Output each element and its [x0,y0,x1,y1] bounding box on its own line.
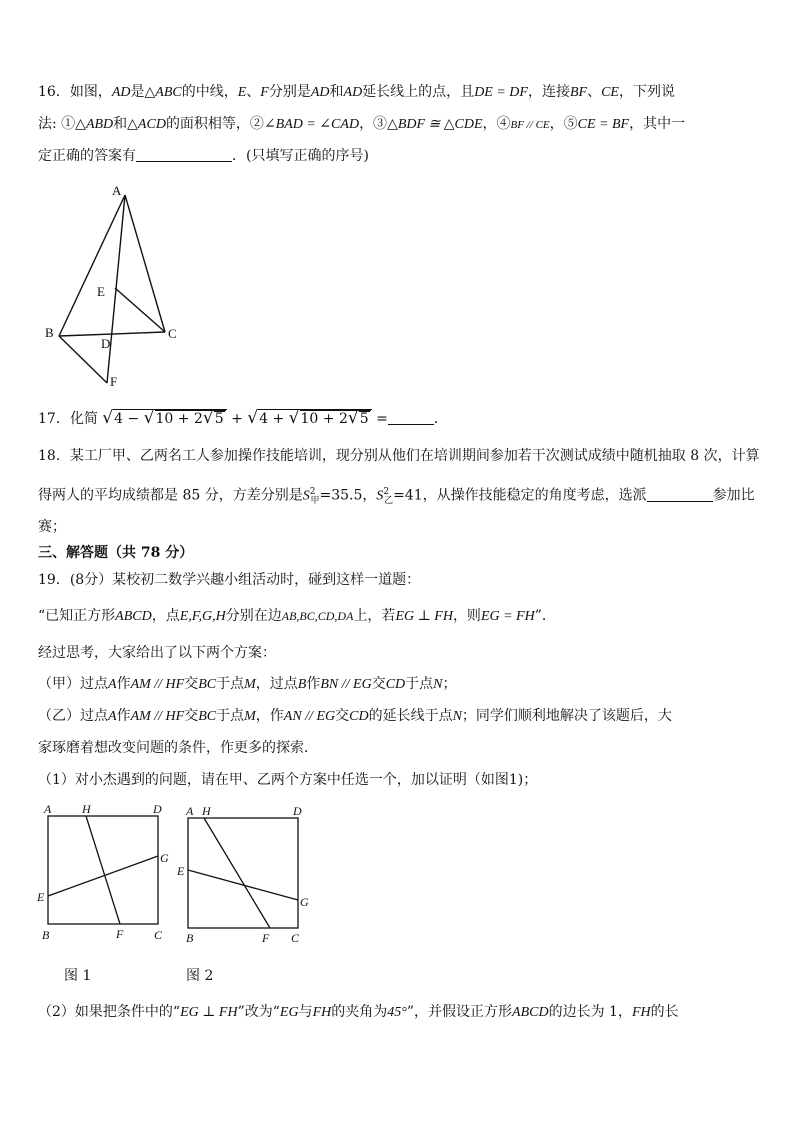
label-a: A [112,183,122,198]
segment-ac [125,195,165,332]
q18-line-3: 赛； [38,519,66,535]
q17-line: 17．化简 √4 − √10 + 2√5 + √4 + √10 + 2√5 = ． [38,408,448,428]
square-abcd [188,818,298,928]
q16-line-2: 法: ①△ABD和△ACD的面积相等，②∠BAD = ∠CAD，③△BDF ≅ △CDE，④BF // CE，⑤CE = BF，其中一 [38,116,686,132]
segment-hf [204,818,270,928]
figure-2-caption: 图 2 [186,968,214,984]
label-a: A [186,804,194,818]
label-e: E [97,284,105,299]
section-heading: 三、解答题（共 78 分） [38,545,194,561]
q19-line-6: 家琢磨着想改变问题的条件，作更多的探索． [38,740,318,756]
label-c: C [154,928,163,942]
label-e: E [177,864,185,878]
q19-line-3: 经过思考，大家给出了以下两个方案： [38,645,276,661]
q19-line-7: （1）对小杰遇到的问题，请在甲、乙两个方案中任选一个，加以证明（如图1)； [38,772,538,788]
q19-line-8: （2）如果把条件中的“EG ⊥ FH”改为“EG与FH的夹角为45°”，并假设正方形ABCD的边长为 1，FH的长 [38,1004,679,1020]
label-d: D [101,336,111,351]
label-b: B [42,928,50,942]
label-g: G [160,851,169,865]
radical-1: 4 − √10 + 2√5 [113,409,227,427]
segment-ab [59,195,125,336]
q19-line-5: （乙）过点A作AM // HF交BC于点M，作AN // EG交CD的延长线于点N；同学们顺利地解决了该题后，大 [38,708,672,724]
q16-line-1: 16．如图，AD是△ABC的中线，E、F分别是AD和AD延长线上的点，且DE = DF，连接BF、CE，下列说 [38,84,675,100]
label-g: G [300,895,309,909]
q18-line-1: 18．某工厂甲、乙两名工人参加操作技能培训，现分别从他们在培训期间参加若干次测试成绩中随机抽取 8 次，计算 [38,448,760,464]
label-e: E [37,890,45,904]
label-c: C [168,326,177,341]
label-f: F [116,927,124,941]
q19-line-4: （甲）过点A作AM // HF交BC于点M，过点B作BN // EG交CD于点N； [38,676,457,692]
q16-triangle-figure [40,180,190,390]
label-a: A [44,802,52,816]
label-d: D [153,802,162,816]
figure-1-caption: 图 1 [64,968,92,984]
label-b: B [186,931,194,945]
answer-blank-17 [388,410,434,425]
label-b: B [45,325,54,340]
label-c: C [291,931,300,945]
radical-2: 4 + √10 + 2√5 [258,409,372,427]
q19-figure-1 [36,800,176,945]
segment-bf [59,336,107,383]
q19-figure-2 [176,800,326,945]
segment-hf [86,816,120,924]
label-f: F [262,931,270,945]
q19-line-2: “已知正方形ABCD，点E,F,G,H分别在边AB,BC,CD,DA上，若EG ⊥ FH，则EG = FH”． [38,608,556,624]
label-d: D [293,804,302,818]
segment-ec [115,288,165,332]
answer-blank-18 [647,487,713,502]
label-h: H [82,802,91,816]
q19-line-1: 19．(8分）某校初二数学兴趣小组活动时，碰到这样一道题： [38,572,421,588]
segment-eg [48,856,158,896]
label-f: F [110,374,118,389]
answer-blank-16 [136,147,232,162]
segment-eg [188,870,298,900]
q18-line-2: 得两人的平均成绩都是 85 分，方差分别是$S^2_甲=35.5$，$S^2_乙=41$，从操作技能稳定的角度考虑，选派 参加比 [38,487,755,507]
q16-line-3: 定正确的答案有 ．(只填写正确的序号) [38,148,369,164]
label-h: H [202,804,211,818]
